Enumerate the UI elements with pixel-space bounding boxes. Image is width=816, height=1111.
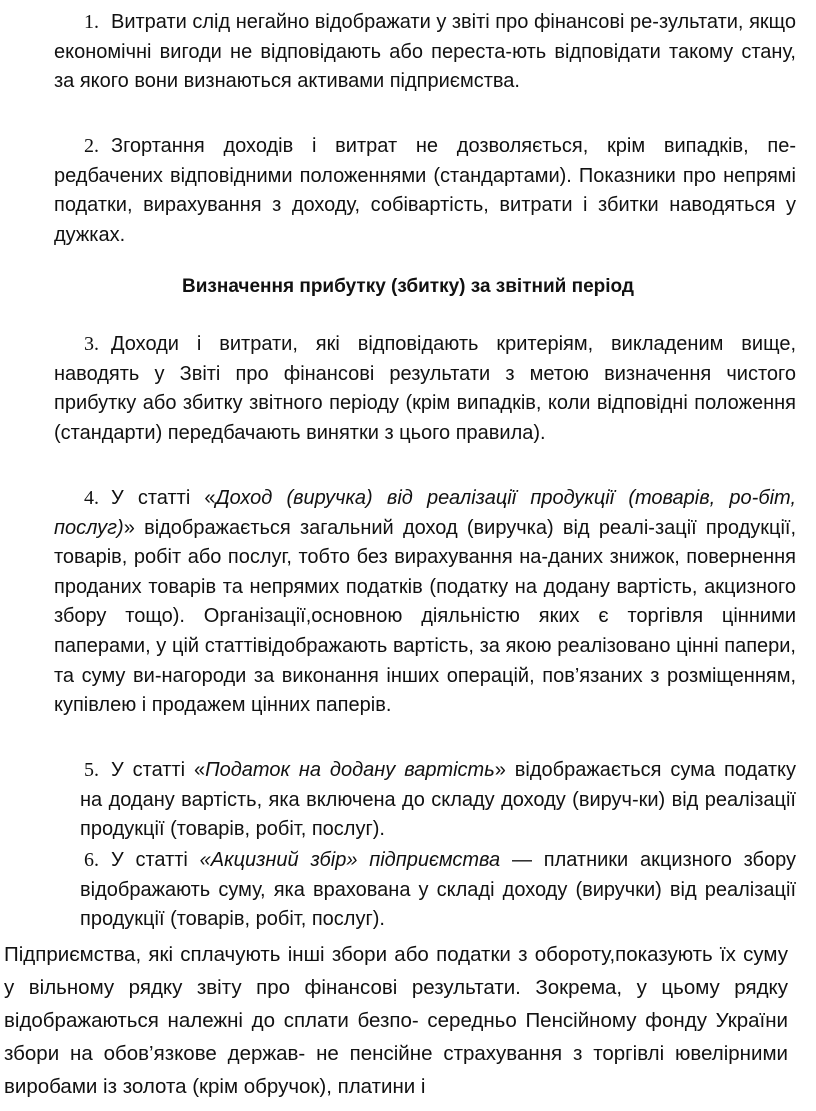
paragraph-text-italic: Податок на додану вартість [205,759,495,781]
paragraph-4 [54,484,796,721]
paragraph-1 [54,8,796,97]
paragraph-text-lead: У статті [111,849,200,871]
paragraph-number: 3. [84,333,99,355]
paragraph-text-italic: Доход (виручка) від реалізації продукції (товарів, ро-біт, послуг) [54,487,797,539]
paragraph-text-rest: — платники акцизного збору відображають суму, яка врахована у складі доходу (виручки) від реалізації продукції (товарів, робіт, послуг). [80,849,797,931]
paragraph-number: 1. [84,11,99,33]
paragraph-6 [80,846,796,935]
paragraph-text-rest: » відображається сума податку на додану вартість, яка включена до складу доходу (вируч-ки) від реалізації продукції (товарів, робіт, послуг). [80,759,797,841]
paragraph-number: 5. [84,759,99,781]
paragraph-text-lead: У статті « [111,759,206,781]
paragraph-number: 6. [84,849,99,871]
paragraph-text-italic: «Акцизний збір» підприємства [199,849,501,871]
paragraph-text: Витрати слід негайно відображати у звіті про фінансові ре-зультати, якщо економічні вигоди не відповідають або переста-ють відповідати такому стану, за якого вони визнаються активами підприємства. [54,11,796,93]
paragraph-text-rest: » відображається загальний доход (виручка) від реалі-зації продукції, товарів, робіт або послуг, тобто без вирахування на-даних знижок, повернення проданих товарів та непрямих податків (податку на додану вартість, акцизного збору тощо). Організації,основною діяльністю яких є торгівля цінними паперами, у цій статтівідображають вартість, за якою реалізовано цінні папери, та суму ви-нагороди за виконання інших операцій, пов’язаних з розміщенням, купівлею і продажем цінних паперів. [54,516,796,717]
paragraph-2 [54,132,796,250]
paragraph-number: 4. [84,487,99,509]
final-paragraph: Підприємства, які сплачують інші збори або податки з обороту,показують їх суму у вільному рядку звіту про фінансові результати. Зокрема, у цьому рядку відображаються належні до сплати безпо- середньо Пенсійному фонду України збори на обов’язкове держав- не пенсійне страхування з торгівлі ювелірними виробами із золота (крім обручок), платини і [4,943,788,1098]
paragraph-text: Доходи і витрати, які відповідають критеріям, викладеним вище, наводять у Звіті про фінансові результати з метою визначення чистого прибутку або збитку звітного періоду (крім випадків, коли відповідні положення (стандарти) передбачають винятки з цього правила). [54,333,796,444]
paragraph-3 [54,330,796,448]
paragraph-5 [80,756,796,845]
paragraph-number: 2. [84,135,99,157]
section-heading: Визначення прибутку (збитку) за звітний період [182,276,634,297]
paragraph-text-lead: У статті « [111,487,216,509]
paragraph-text: Згортання доходів і витрат не дозволяється, крім випадків, пе-редбачених відповідними положеннями (стандартами). Показники про непрямі податки, вирахування з доходу, собівартість, витрати і збитки наводяться у дужках. [54,135,796,246]
